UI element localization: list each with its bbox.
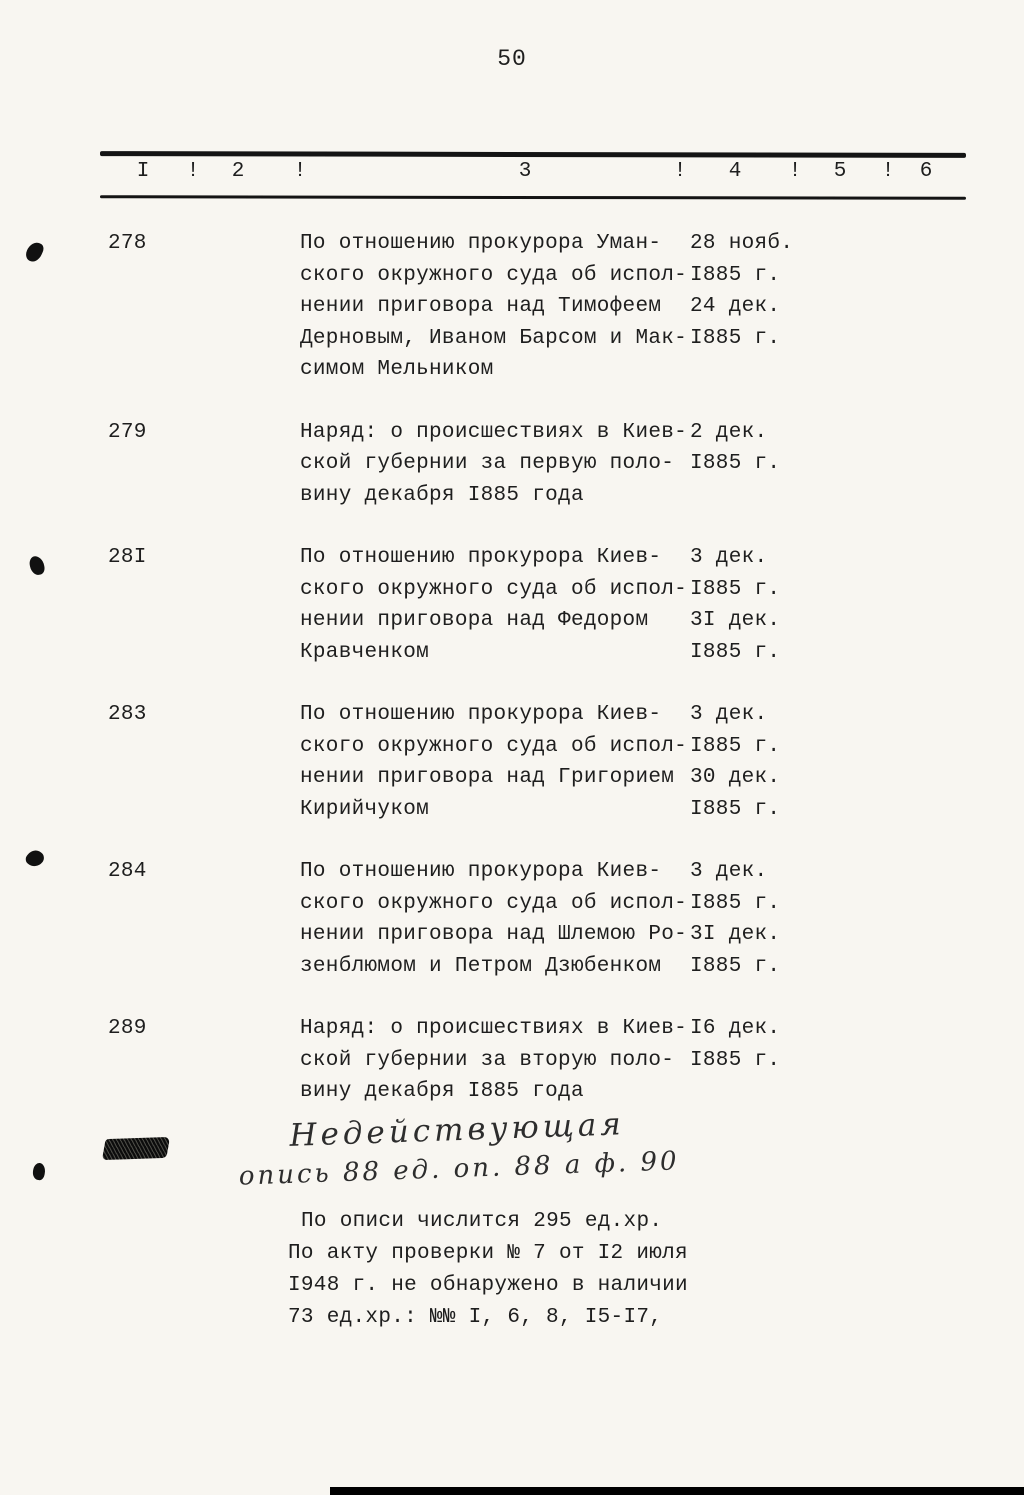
entry-number: 278: [108, 232, 147, 255]
header-column-label: 5: [833, 160, 847, 183]
table-rule-top: [100, 151, 966, 158]
entry-number: 279: [108, 420, 147, 444]
entry-description: ского окружного суда об испол-: [300, 891, 688, 915]
entry-lines: [0, 856, 1024, 982]
entry-row: [0, 228, 1024, 386]
entry-line: [0, 856, 1024, 888]
entry-date: I885 г.: [690, 891, 781, 915]
header-column-label: 3: [518, 160, 532, 183]
entry-number: 28I: [108, 546, 147, 569]
entry-line: [0, 637, 1024, 669]
entry-line: [0, 542, 1024, 574]
entry-description: нении приговора над Григорием: [300, 766, 675, 789]
summary-notes: [288, 1206, 688, 1334]
entry-line: [0, 291, 1024, 323]
entry-date: I885 г.: [690, 452, 781, 475]
entry-line: [0, 480, 1024, 512]
entry-date: 2 дек.: [690, 420, 768, 444]
entry-line: [0, 354, 1024, 386]
entry-date: 3 дек.: [690, 703, 768, 726]
entry-lines: [0, 228, 1024, 386]
header-column-label: I: [136, 160, 150, 183]
entry-description: вину декабря I885 года: [300, 483, 584, 507]
entry-row: [0, 699, 1024, 825]
entry-lines: [0, 417, 1024, 512]
handwritten-line-2: опись 88 ед. оп. 88 а ф. 90: [238, 1146, 680, 1192]
entry-date: I6 дек.: [690, 1017, 781, 1040]
entry-line: [0, 699, 1024, 731]
entry-line: [0, 888, 1024, 920]
entry-line: [0, 605, 1024, 637]
entry-date: 24 дек.: [690, 295, 781, 318]
entry-date: I885 г.: [690, 577, 781, 601]
entry-date: I885 г.: [690, 326, 781, 350]
entry-date: I885 г.: [690, 1048, 781, 1072]
entry-description: ской губернии за вторую поло-: [300, 1048, 675, 1072]
note-line: I948 г. не обнаружено в наличии: [288, 1274, 688, 1297]
entry-date: 3 дек.: [690, 860, 768, 883]
header-column-label: 6: [919, 160, 933, 183]
entry-number: 284: [108, 860, 147, 883]
entry-line: [0, 951, 1024, 983]
entry-description: По отношению прокурора Киев-: [300, 860, 662, 883]
table-rule-bottom: [100, 195, 966, 200]
entry-number: 289: [108, 1017, 147, 1040]
inventory-entries: [0, 228, 1024, 1139]
entry-line: [0, 260, 1024, 292]
note-line: По акту проверки № 7 от I2 июля: [288, 1242, 688, 1265]
header-column-separator: !: [788, 160, 802, 183]
entry-description: ского окружного суда об испол-: [300, 734, 688, 758]
entry-date: I885 г.: [690, 734, 781, 758]
entry-description: Кравченком: [300, 640, 430, 664]
entry-description: нении приговора над Шлемою Ро-: [300, 923, 688, 946]
entry-date: 28 нояб.: [690, 232, 794, 255]
scan-edge-bar: [330, 1487, 1024, 1495]
entry-row: [0, 856, 1024, 982]
header-column-label: 2: [231, 160, 245, 183]
entry-date: I885 г.: [690, 954, 781, 978]
entry-description: нении приговора над Тимофеем: [300, 295, 662, 318]
header-column-label: 4: [728, 160, 742, 183]
note-line: 73 ед.хр.: №№ I, 6, 8, I5-I7,: [288, 1306, 663, 1329]
entry-date: 30 дек.: [690, 766, 781, 789]
entry-number: 283: [108, 703, 147, 726]
entry-line: [0, 919, 1024, 951]
handwritten-line-1: Недействующая: [288, 1106, 626, 1154]
entry-description: симом Мельником: [300, 358, 494, 381]
ink-mark: [32, 1162, 47, 1181]
archive-stamp: [102, 1137, 170, 1160]
note-line: По описи числится 295 ед.хр.: [301, 1210, 663, 1233]
header-column-separator: !: [881, 160, 895, 183]
entry-line: [0, 448, 1024, 480]
handwritten-note: [237, 1104, 680, 1191]
entry-description: По отношению прокурора Уман-: [300, 232, 662, 255]
entry-line: [0, 574, 1024, 606]
entry-description: ской губернии за первую поло-: [300, 452, 675, 475]
entry-description: Кирийчуком: [300, 797, 430, 821]
entry-date: I885 г.: [690, 640, 781, 664]
header-column-separator: !: [293, 160, 307, 183]
entry-line: [0, 762, 1024, 794]
entry-description: По отношению прокурора Киев-: [300, 546, 662, 569]
entry-line: [0, 228, 1024, 260]
entry-description: Наряд: о происшествиях в Киев-: [300, 420, 688, 444]
entry-lines: [0, 1013, 1024, 1108]
entry-date: 3I дек.: [690, 923, 781, 946]
entry-row: [0, 542, 1024, 668]
entry-row: [0, 1013, 1024, 1108]
entry-row: [0, 417, 1024, 512]
header-column-separator: !: [673, 160, 687, 183]
entry-description: ского окружного суда об испол-: [300, 577, 688, 601]
entry-line: [0, 1076, 1024, 1108]
entry-line: [0, 1013, 1024, 1045]
entry-line: [0, 1045, 1024, 1077]
entry-description: вину декабря I885 года: [300, 1080, 584, 1103]
entry-date: I885 г.: [690, 263, 781, 287]
entry-line: [0, 323, 1024, 355]
header-column-separator: !: [186, 160, 200, 183]
entry-date: 3 дек.: [690, 546, 768, 569]
entry-date: I885 г.: [690, 797, 781, 821]
entry-description: нении приговора над Федором: [300, 609, 649, 632]
entry-lines: [0, 699, 1024, 825]
entry-lines: [0, 542, 1024, 668]
entry-line: [0, 731, 1024, 763]
table-header-row: [0, 160, 1024, 194]
entry-description: ского окружного суда об испол-: [300, 263, 688, 287]
entry-line: [0, 794, 1024, 826]
entry-description: Наряд: о происшествиях в Киев-: [300, 1017, 688, 1040]
entry-description: зенблюмом и Петром Дзюбенком: [300, 954, 662, 978]
entry-description: Дерновым, Иваном Барсом и Мак-: [300, 326, 688, 350]
entry-line: [0, 417, 1024, 449]
page-number: 50: [497, 46, 527, 72]
entry-description: По отношению прокурора Киев-: [300, 703, 662, 726]
entry-date: 3I дек.: [690, 609, 781, 632]
